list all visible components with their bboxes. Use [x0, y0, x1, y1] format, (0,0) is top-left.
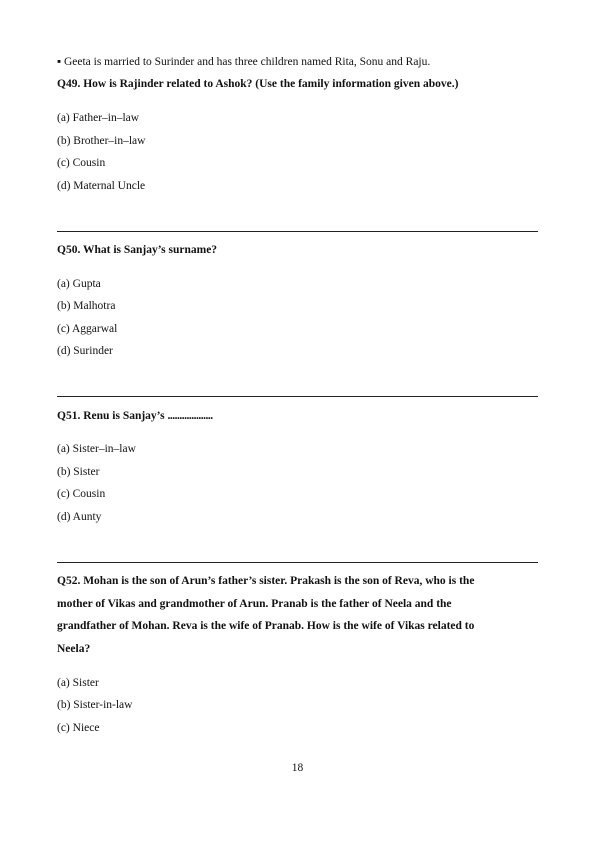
q50-option-b: (b) Malhotra — [57, 300, 116, 312]
q50-option-c: (c) Aggarwal — [57, 323, 118, 335]
q50-option-d: (d) Surinder — [57, 345, 113, 357]
intro-text: Geeta is married to Surinder and has three children named Rita, Sonu and Raju. — [63, 56, 431, 68]
question-52-line: Neela? — [57, 643, 91, 655]
question-52-line: Q52. Mohan is the son of Arun’s father’s sister. Prakash is the son of Reva, who is the — [57, 575, 475, 587]
q52-option-a: (a) Sister — [57, 677, 99, 689]
question-51-text: Q51. Renu is Sanjay’s — [57, 410, 165, 422]
q52-option-b: (b) Sister-in-law — [57, 699, 133, 711]
q50-option-a: (a) Gupta — [57, 278, 101, 290]
q49-option-c: (c) Cousin — [57, 157, 106, 169]
section-divider — [57, 231, 538, 232]
question-52-line: grandfather of Mohan. Reva is the wife of Pranab. How is the wife of Vikas related to — [57, 620, 475, 632]
q49-option-a: (a) Father–in–law — [57, 112, 140, 124]
question-51 — [57, 410, 213, 422]
q51-option-a: (a) Sister–in–law — [57, 443, 136, 455]
question-49: Q49. How is Rajinder related to Ashok? (Use the family information given above.) — [57, 78, 459, 90]
intro-statement — [57, 56, 430, 68]
q52-option-c: (c) Niece — [57, 722, 100, 734]
q49-option-d: (d) Maternal Uncle — [57, 180, 146, 192]
question-51-blank: ................... — [167, 410, 213, 422]
q51-option-c: (c) Cousin — [57, 488, 106, 500]
q51-option-b: (b) Sister — [57, 466, 100, 478]
section-divider — [57, 396, 538, 397]
question-52-line: mother of Vikas and grandmother of Arun. Pranab is the father of Neela and the — [57, 598, 452, 610]
q51-option-d: (d) Aunty — [57, 511, 102, 523]
page-number: 18 — [291, 762, 304, 774]
question-50: Q50. What is Sanjay’s surname? — [57, 244, 218, 256]
q49-option-b: (b) Brother–in–law — [57, 135, 146, 147]
section-divider — [57, 562, 538, 563]
bullet-icon: ▪ — [57, 56, 62, 68]
